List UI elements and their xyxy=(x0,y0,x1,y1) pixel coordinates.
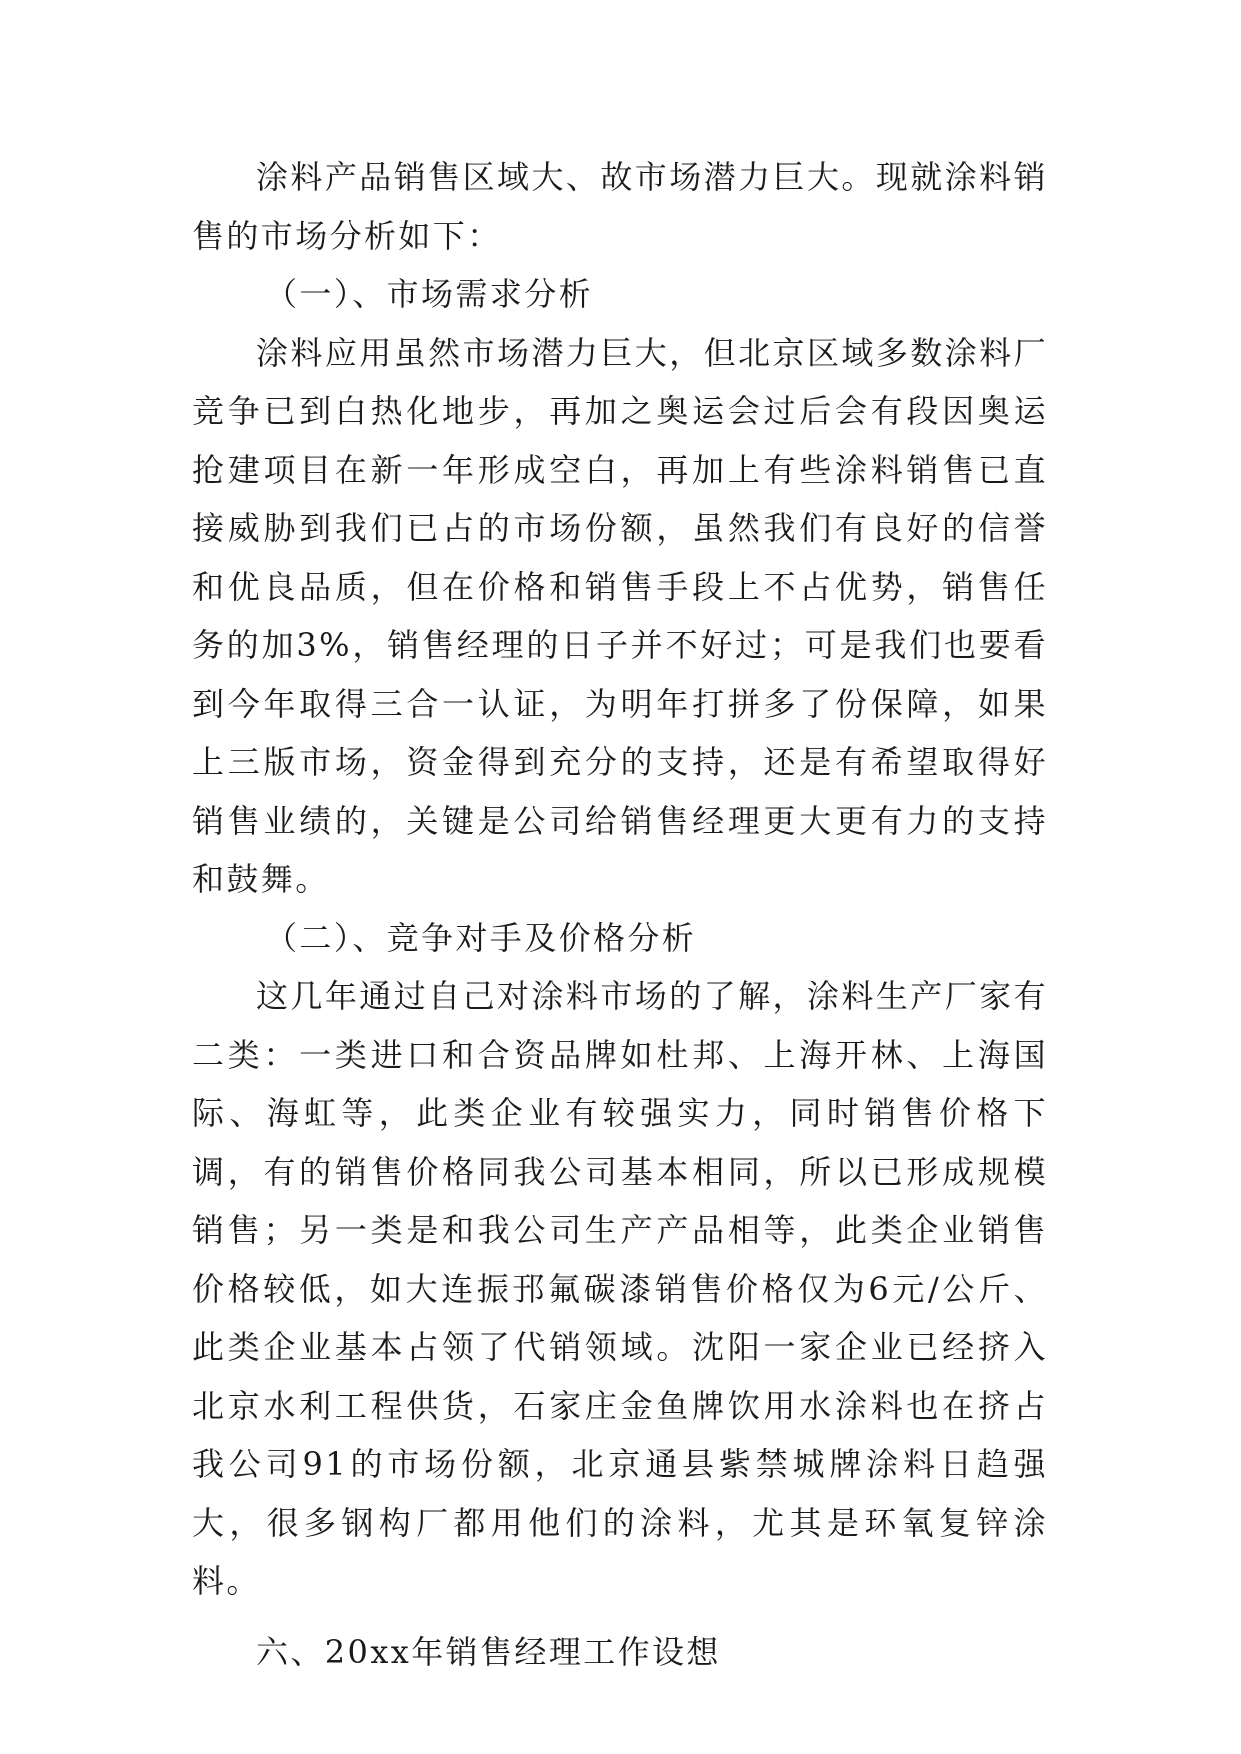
intro-paragraph: 涂料产品销售区域大、故市场潜力巨大。现就涂料销售的市场分析如下： xyxy=(192,158,1048,255)
section-6-heading: 六、20xx年销售经理工作设想 xyxy=(256,1632,721,1671)
section-2-heading: （二）、竞争对手及价格分析 xyxy=(265,918,697,957)
section-2-paragraph: 这几年通过自己对涂料市场的了解，涂料生产厂家有二类：一类进口和合资品牌如杜邦、上海开林、上海国际、海虹等，此类企业有较强实力，同时销售价格下调，有的销售价格同我公司基本相同，所以已形成规模销售；另一类是和我公司生产产品相等，此类企业销售价格较低，如大连振邘氟碳漆销售价格仅为6元/公斤、此类企业基本占领了代销领域。沈阳一家企业已经挤入北京水利工程供货，石家庄金鱼牌饮用水涂料也在挤占我公司91的市场份额，北京通县紫禁城牌涂料日趋强大，很多钢构厂都用他们的涂料，尤其是环氧复锌涂料。 xyxy=(192,977,1048,1600)
document-body xyxy=(192,148,1048,1681)
section-1-paragraph: 涂料应用虽然市场潜力巨大，但北京区域多数涂料厂竞争已到白热化地步，再加之奥运会过后会有段因奥运抢建项目在新一年形成空白，再加上有些涂料销售已直接威胁到我们已占的市场份额，虽然我们有良好的信誉和优良品质，但在价格和销售手段上不占优势，销售任务的加3%，销售经理的日子并不好过；可是我们也要看到今年取得三合一认证，为明年打拼多了份保障，如果上三版市场，资金得到充分的支持，还是有希望取得好销售业绩的，关键是公司给销售经理更大更有力的支持和鼓舞。 xyxy=(192,333,1048,898)
section-1-heading: （一）、市场需求分析 xyxy=(265,275,594,313)
